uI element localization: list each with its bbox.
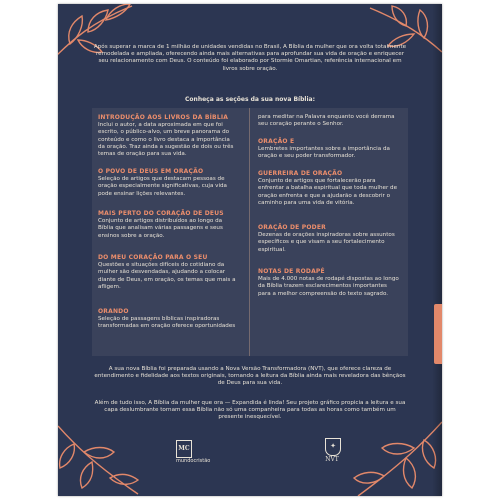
- section-title: ORANDO: [98, 308, 129, 315]
- section-title: GUERREIRA DE ORAÇÃO: [258, 170, 343, 177]
- section-title: ORAÇÃO DE PODER: [258, 224, 326, 231]
- section-body: Dezenas de orações inspiradoras sobre assuntos específicos e que visam a seu fortalecimento espiritual.: [258, 232, 395, 253]
- intro-paragraph: Após superar a marca de 1 milhão de unidades vendidas no Brasil, A Bíblia da mulher que ora volta totalmente remodelada e ampliada, oferecendo ainda mais alternativas para aprofundar sua vida de oração e enriquecer seu relacionamento com Deus. O conteúdo foi elaborado por Stormie Omartian, referência internacional em livros sobre oração.: [93, 44, 407, 72]
- section-povo-de-deus: [98, 168, 238, 198]
- leaf-decoration-bottom-right: [344, 418, 442, 496]
- section-title: MAIS PERTO DO CORAÇÃO DE DEUS: [98, 210, 224, 217]
- section-title: O POVO DE DEUS EM ORAÇÃO: [98, 168, 204, 175]
- bible-back-cover: [58, 4, 442, 496]
- spine-shadow: [432, 4, 442, 496]
- section-orando: [98, 308, 238, 331]
- section-title: NOTAS DE RODAPÉ: [258, 268, 325, 275]
- ribbon-tab: [434, 304, 442, 364]
- orando-continuation: para meditar na Palavra enquanto você derrama seu coração perante o Senhor.: [258, 114, 395, 128]
- column-divider: [249, 108, 250, 356]
- section-body: Conjunto de artigos distribuídos ao longo da Bíblia que analisam várias passagens e seus ensinos sobre a oração.: [98, 218, 223, 239]
- nvt-shield-icon: ✦: [325, 438, 341, 456]
- section-title: ORAÇÃO E: [258, 138, 295, 145]
- section-body: Seleção de artigos que destacam pessoas de oração especialmente significativas, cuja vida pode ensinar lições relevantes.: [98, 176, 227, 197]
- nvt-label: NVT: [325, 456, 339, 463]
- mc-mark: MC: [176, 440, 192, 458]
- closing-paragraph: Além de tudo isso, A Bíblia da mulher que ora — Expandida é linda! Seu projeto gráfico propicia a leitura e sua capa deslumbrante tornam essa Bíblia não só uma companheira para todas as horas como também um presente inesquecível.: [94, 400, 406, 421]
- section-notas-de-rodape: [258, 268, 400, 298]
- section-intro-livros: [98, 114, 238, 158]
- section-body: Lembretes importantes sobre a importância da oração e seu poder transformador.: [258, 146, 390, 160]
- section-title: DO MEU CORAÇÃO PARA O SEU: [98, 254, 208, 261]
- section-oracao-e: [258, 138, 400, 161]
- sections-heading: Conheça as seções da sua nova Bíblia:: [185, 96, 315, 103]
- section-oracao-de-poder: [258, 224, 400, 254]
- section-do-meu-coracao: [98, 254, 238, 291]
- section-body: Seleção de passagens bíblicas inspiradoras transformadas em oração oferece oportunidades: [98, 316, 236, 330]
- leaf-decoration-bottom-left: [58, 424, 144, 496]
- nvt-logo: [322, 438, 342, 464]
- section-body: Conjunto de artigos que fortalecerão para enfrentar a batalha espiritual que toda mulher de oração enfrenta e que a ajudarão a descobrir o caminho para uma vida de vitória.: [258, 178, 398, 206]
- publisher-name: mundocristão: [176, 458, 211, 464]
- section-body: Questões e situações difíceis do cotidiano da mulher são desvendadas, ajudando a colocar diante de Deus, em oração, os temas que mais a afligem.: [98, 262, 236, 290]
- section-guerreira: [258, 170, 400, 207]
- mundo-cristao-logo: [176, 440, 226, 462]
- section-mais-perto: [98, 210, 238, 240]
- section-title: INTRODUÇÃO AOS LIVROS DA BÍBLIA: [98, 114, 229, 121]
- section-body: Mais de 4.000 notas de rodapé dispostas ao longo da Bíblia trazem esclarecimentos importantes para a melhor compreensão do texto sagrado.: [258, 276, 399, 297]
- section-body: Inclui o autor, a data aproximada em que foi escrito, o público-alvo, um breve panorama do conteúdo e como o livro destaca a importância da oração. Traz ainda a sugestão de dois ou três temas de oração para sua vida.: [98, 122, 234, 158]
- nvt-paragraph: A sua nova Bíblia foi preparada usando a Nova Versão Transformadora (NVT), que oferece clareza de entendimento e fidelidade aos textos originais, tornando a leitura da Bíblia ainda mais reveladora das bênçãos de Deus para sua vida.: [94, 366, 406, 387]
